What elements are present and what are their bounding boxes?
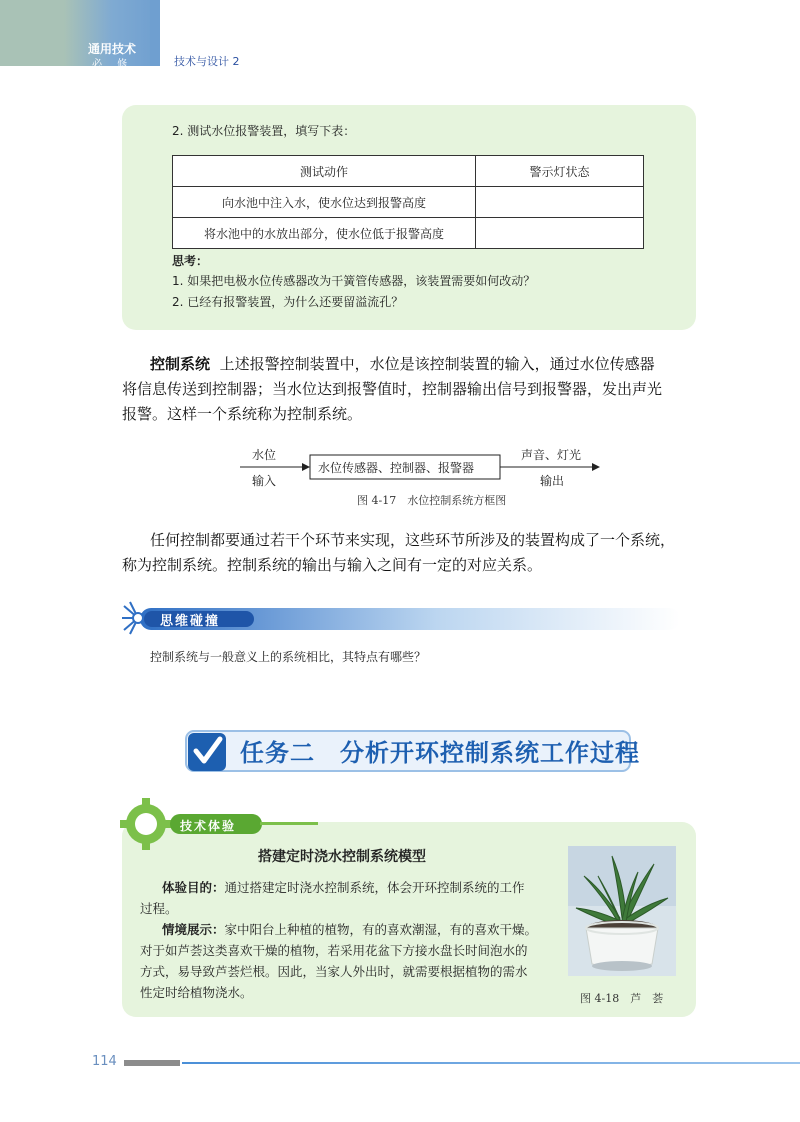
figure-caption: 图 4-17 水位控制系统方框图 <box>357 494 507 507</box>
table-row <box>173 187 644 218</box>
task-title: 任务二 分析开环控制系统工作过程 <box>240 739 640 767</box>
table-header-cell: 测试动作 <box>173 156 476 187</box>
paragraph <box>150 352 710 377</box>
scene-line: 家中阳台上种植的植物，有的喜欢潮湿，有的喜欢干燥。 <box>224 922 538 937</box>
question-item: 2. 已经有报警装置，为什么还要留溢流孔？ <box>172 295 404 309</box>
figure-caption: 图 4-18 芦 荟 <box>580 992 664 1005</box>
diagram-output-caption: 输出 <box>540 474 565 488</box>
book-subtitle: 必 修 <box>92 59 134 70</box>
footer-line <box>182 1062 800 1064</box>
scene-line: 性定时给植物浇水。 <box>140 985 253 1000</box>
experience-banner-label: 技术体验 <box>180 819 237 833</box>
footer-bar <box>124 1060 180 1066</box>
diagram-box-label: 水位传感器、控制器、报警器 <box>318 461 475 475</box>
page-number: 114 <box>92 1054 117 1069</box>
experience-goal <box>162 877 562 898</box>
table-cell <box>476 187 644 218</box>
scene-line: 方式，易导致芦荟烂根。因此，当家人外出时，就需要根据植物的需水 <box>140 964 528 979</box>
table-cell <box>476 218 644 249</box>
paragraph-line: 将信息传送到控制器；当水位达到报警值时，控制器输出信号到报警器，发出声光 <box>122 380 663 398</box>
aloe-plant-image <box>568 846 676 976</box>
paragraph-line: 任何控制都要通过若干个环节来实现，这些环节所涉及的装置构成了一个系统， <box>150 531 676 549</box>
table-cell: 向水池中注入水，使水位达到报警高度 <box>173 187 476 218</box>
diagram-input-caption: 输入 <box>252 474 277 488</box>
thinking-question: 控制系统与一般意义上的系统相比，其特点有哪些？ <box>150 650 427 664</box>
thinking-banner-label: 思维碰撞 <box>160 614 221 629</box>
test-table <box>172 155 644 249</box>
paragraph-line: 上述报警控制装置中，水位是该控制装置的输入，通过水位传感器 <box>219 355 655 373</box>
paragraph-line: 称为控制系统。控制系统的输出与输入之间有一定的对应关系。 <box>122 556 543 574</box>
table-row <box>173 218 644 249</box>
scene-line: 对于如芦荟这类喜欢干燥的植物，若采用花盆下方接水盘长时间泡水的 <box>140 943 528 958</box>
goal-label: 体验目的： <box>162 880 225 895</box>
diagram-input-label: 水位 <box>252 448 277 462</box>
think-label: 思考： <box>172 254 209 268</box>
experience-title: 搭建定时浇水控制系统模型 <box>258 849 426 865</box>
experience-scene <box>162 919 562 940</box>
table-header-cell: 警示灯状态 <box>476 156 644 187</box>
term-label: 控制系统 <box>150 355 211 373</box>
question-item: 1. 如果把电极水位传感器改为干簧管传感器，该装置需要如何改动？ <box>172 274 536 288</box>
scene-label: 情境展示： <box>162 922 225 937</box>
book-title: 通用技术 <box>88 42 137 56</box>
book-volume: 技术与设计 2 <box>174 55 240 68</box>
diagram-output-label: 声音、灯光 <box>521 448 582 462</box>
table-header-row <box>173 156 644 187</box>
table-cell: 将水池中的水放出部分，使水位低于报警高度 <box>173 218 476 249</box>
paragraph-line: 报警。这样一个系统称为控制系统。 <box>122 405 363 423</box>
goal-line: 过程。 <box>140 901 178 916</box>
goal-line: 通过搭建定时浇水控制系统，体会开环控制系统的工作 <box>224 880 525 895</box>
activity-step2: 2. 测试水位报警装置，填写下表： <box>172 124 356 138</box>
